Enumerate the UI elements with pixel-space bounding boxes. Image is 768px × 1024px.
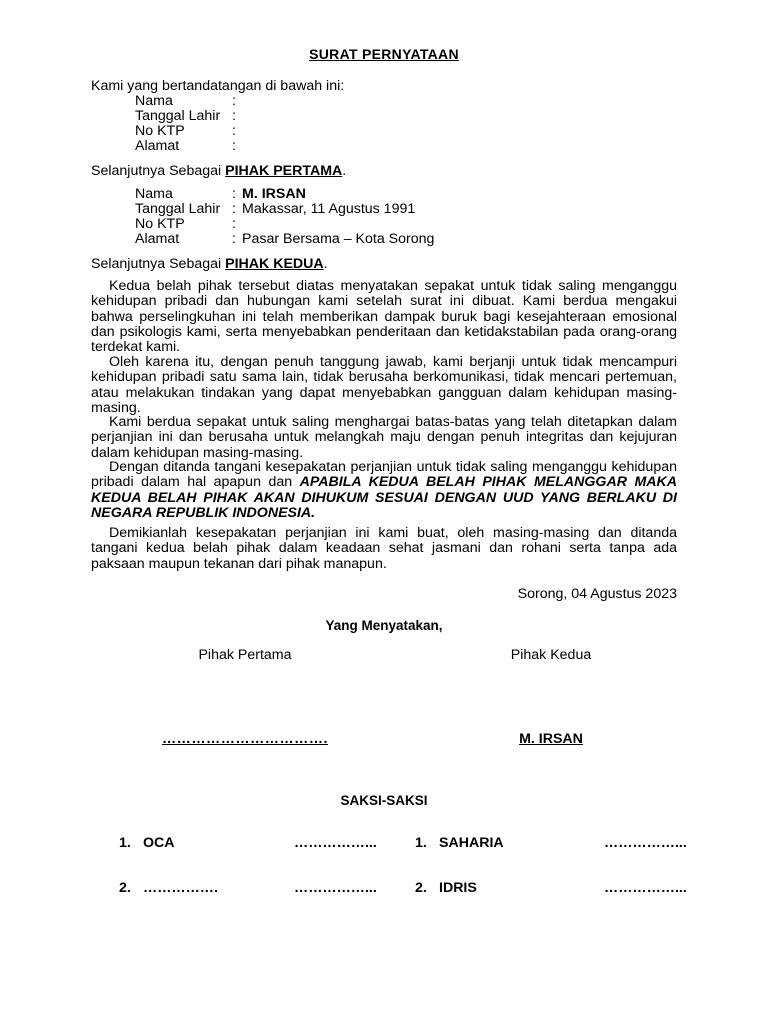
party1-alamat-label: Alamat [135,138,180,154]
signature-heading: Yang Menyatakan, [325,618,443,633]
party2-designation-line [91,257,328,272]
party1-ktp-label: No KTP [135,123,185,139]
party1-designation-line [91,164,346,179]
witness-left-2-sign: ……………... [294,880,377,896]
witness-left-1-name: OCA [143,835,175,851]
party1-tanggal-label: Tanggal Lahir [135,108,221,124]
witness-left-2-number: 2. [119,880,131,896]
witness-right-2-name: IDRIS [439,880,477,896]
witness-left-1-sign: ……………... [294,835,377,851]
witness-right-1-number: 1. [415,835,427,851]
party2-alamat-colon: : [232,231,236,247]
party1-tanggal-colon: : [232,108,236,124]
party1-prefix: Selanjutnya Sebagai [91,163,226,179]
body-paragraph-2 [91,355,677,416]
party1-designation: PIHAK PERTAMA [225,163,343,179]
place-date: Sorong, 04 Agustus 2023 [517,586,677,602]
body-paragraph-4-emphasis: APABILA KEDUA BELAH PIHAK MELANGGAR MAKA KEDUA BELAH PIHAK AKAN DIHUKUM SESUAI DENGAN UUD YANG BERLAKU DI NEGARA REPUBLIK INDONESIA. [91,474,677,521]
party2-tanggal-label: Tanggal Lahir [135,201,221,217]
signature-right-name: M. IRSAN [519,731,583,747]
witness-right-1-sign: ……………... [604,835,687,851]
body-paragraph-2-text: Oleh karena itu, dengan penuh tanggung jawab, kami berjanji untuk tidak mencampuri kehidupan pribadi satu sama lain, tidak berusaha berkomunikasi, tidak mencari pertemuan, atau melakukan tindakan yang dapat menyebabkan gangguan dalam kehidupan masing-masing. [91,354,677,416]
signature-left-name: ……………………………. [161,731,328,747]
party1-ktp-colon: : [232,123,236,139]
party2-nama-value: M. IRSAN [242,186,306,202]
party2-tanggal-colon: : [232,201,236,217]
party2-nama-label: Nama [135,186,173,202]
document-title: SURAT PERNYATAAN [309,46,459,62]
body-paragraph-3 [91,415,677,461]
witness-right-1-name: SAHARIA [439,835,504,851]
witness-left-1-number: 1. [119,835,131,851]
party1-nama-label: Nama [135,93,173,109]
party2-nama-colon: : [232,186,236,202]
party2-alamat-value: Pasar Bersama – Kota Sorong [242,231,435,247]
party2-alamat-label: Alamat [135,231,180,247]
body-paragraph-1 [91,279,677,355]
signature-right-label: Pihak Kedua [510,647,592,663]
party2-tanggal-value: Makassar, 11 Agustus 1991 [242,201,416,217]
intro-text: Kami yang bertandatangan di bawah ini: [91,78,345,94]
body-paragraph-3-text: Kami berdua sepakat untuk saling menghargai batas-batas yang telah ditetapkan dalam perjanjian ini dan berusaha untuk melangkah maju dengan penuh integritas dan kejujuran dalam kehidupan masing-masing. [91,414,677,461]
party1-suffix: . [342,163,347,179]
party2-ktp-colon: : [232,216,236,232]
party2-prefix: Selanjutnya Sebagai [91,256,226,272]
body-paragraph-5-text: Demikianlah kesepakatan perjanjian ini kami buat, oleh masing-masing dan ditanda tangani kedua belah pihak dalam keadaan sehat jasmani dan rohani serta tanpa ada paksaan maupun tekanan dari pihak manapun. [91,525,677,572]
witness-right-2-sign: ……………... [604,880,687,896]
party2-designation: PIHAK KEDUA [225,256,324,272]
party1-alamat-colon: : [232,138,236,154]
witness-right-2-number: 2. [415,880,427,896]
witness-left-2-name: ……………. [143,880,218,896]
body-paragraph-4 [91,460,677,521]
witnesses-heading: SAKSI-SAKSI [340,793,428,808]
body-paragraph-5 [91,526,677,572]
signature-left-label: Pihak Pertama [198,647,292,663]
party1-nama-colon: : [232,93,236,109]
party2-ktp-label: No KTP [135,216,185,232]
party2-suffix: . [323,256,328,272]
body-paragraph-4-text: Dengan ditanda tangani kesepakatan perjanjian untuk tidak saling menganggu kehidupan pribadi dalam hal apapun dan [91,459,677,491]
body-paragraph-1-text: Kedua belah pihak tersebut diatas menyatakan sepakat untuk tidak saling menganggu kehidupan pribadi dan hubungan kami setelah surat ini dibuat. Kami berdua mengakui bahwa perselingkuhan ini telah memberikan dampak buruk bagi kesejahteraan emosional dan psikologis kami, serta menyebabkan penderitaan dan ketidakstabilan pada orang-orang terdekat kami. [91,278,677,356]
